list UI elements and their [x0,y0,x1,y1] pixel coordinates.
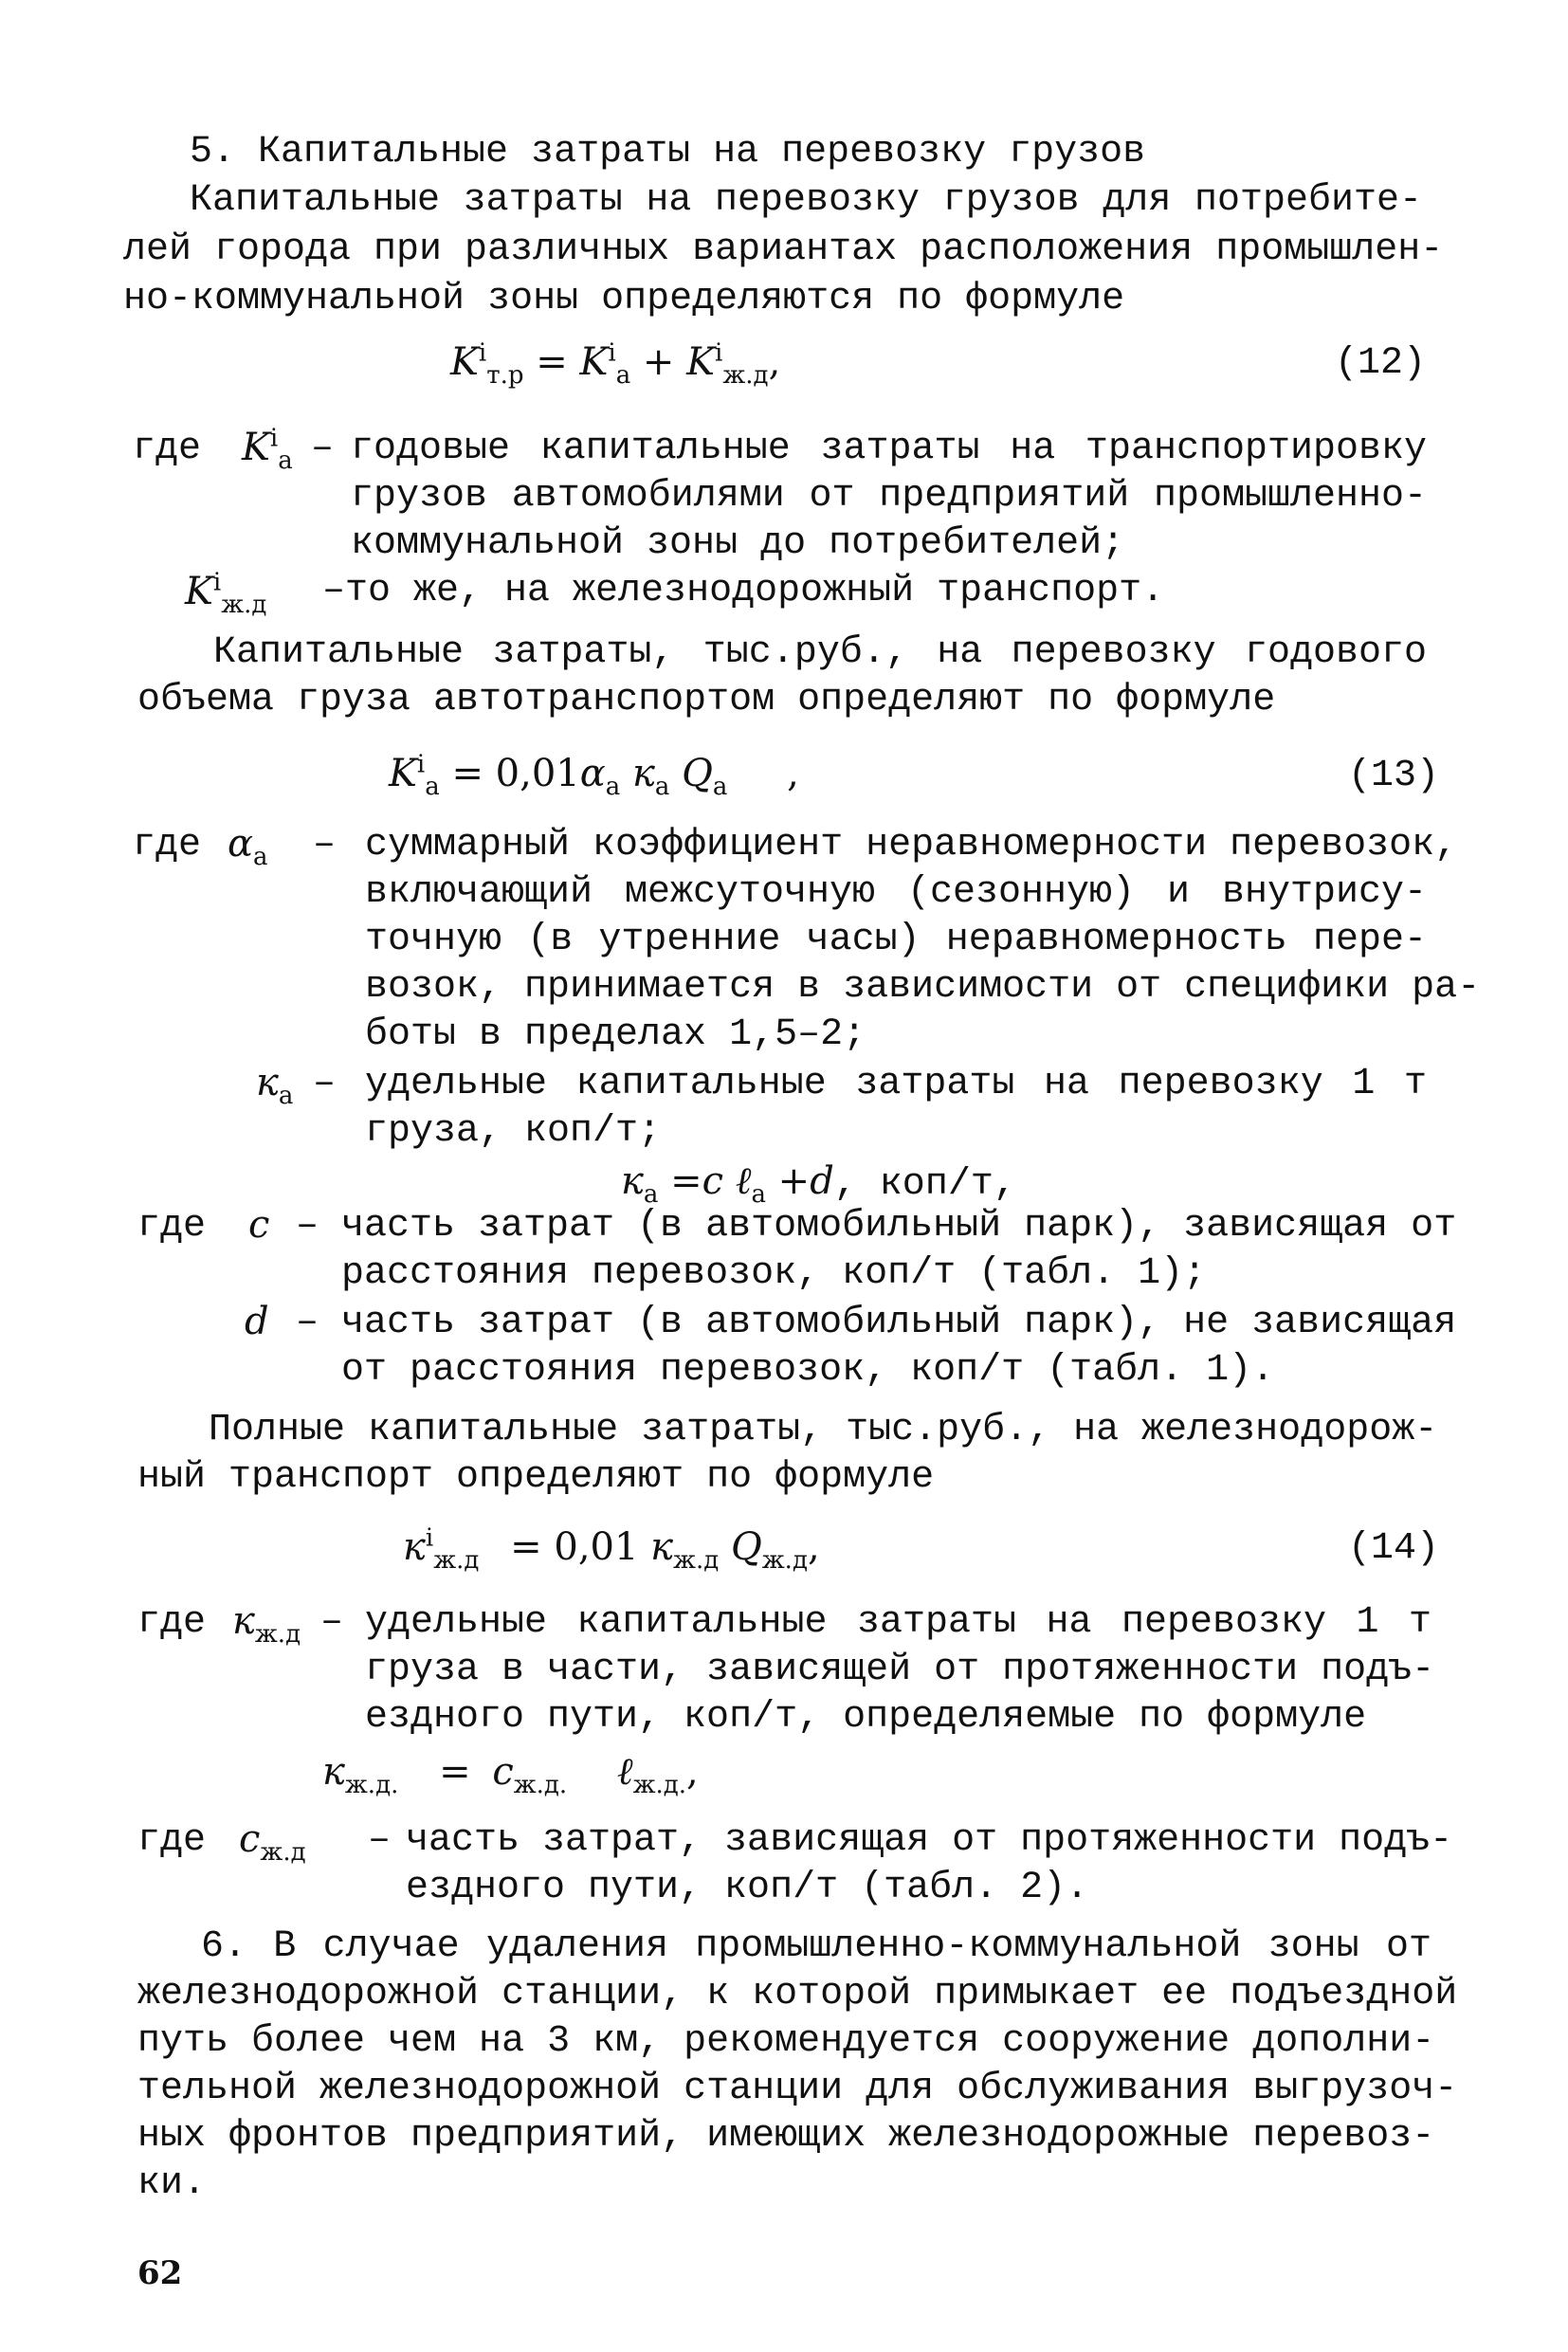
symbol-Ka: $K^i_а$ [242,424,293,475]
definition-line: груза в части, зависящей от протяженности подъ- [365,1649,1435,1691]
definition-line: годовые капитальные затраты на транспортировку [351,428,1427,470]
where-label: где [137,1601,207,1644]
definition-dash: – [311,428,335,470]
definition-line: удельные капитальные затраты на перевозку 1 т [365,1063,1427,1105]
paragraph-line: ки. [137,2162,207,2205]
paragraph-line: ных фронтов предприятий, имеющих железнодорожные перевоз- [137,2115,1435,2158]
paragraph-line: Капитальные затраты, тыс.руб., на перевозку годового [213,631,1427,674]
equation-number: (14) [1348,1527,1440,1570]
definition-line: расстояния перевозок, коп/т (табл. 1); [341,1252,1207,1295]
definition-dash: – [296,1302,319,1344]
paragraph-line: ный транспорт определяют по формуле [137,1456,935,1499]
paragraph-line: лей города при различных вариантах расположения промышлен- [123,228,1444,271]
where-label: где [133,428,202,470]
paragraph-line: железнодорожной станции, к которой примыкает ее подъездной [137,1973,1458,2015]
symbol-d: d [245,1300,269,1343]
definition-line: возок, принимается в зависимости от специфики ра- [365,966,1481,1009]
formula-14: $к^i_{ж.д} = 0,01$ $к_{ж.д}$ $Q_{ж.д}$, [403,1523,820,1575]
definition-line: часть затрат (в автомобильный парк), зависящая от [341,1205,1457,1248]
definition-dash: – [313,824,337,866]
definition-line: груза, коп/т; [365,1110,662,1153]
definition-line: точную (в утренние часы) неравномерность пере- [365,919,1427,961]
definition-dash: – [296,1205,319,1248]
definition-dash: – [313,1063,337,1105]
formula-13: $K^i_а = 0,01\alpha_а$ $к_а$ $Q_а$ , [389,750,799,801]
definition-line: часть затрат (в автомобильный парк), не зависящая [341,1302,1457,1344]
formula-kzd: $к_{ж.д.} = с_{ж.д.}$ ℓ$_{ж.д.}$, [322,1750,699,1799]
definition-line: ездного пути, коп/т (табл. 2). [406,1867,1089,1909]
definition-line: –то же, на железнодорожный транспорт. [322,570,1165,612]
symbol-Kzd: $K^i_{ж.д}$ [185,568,267,619]
paragraph-line: 6. В случае удаления промышленно-коммунальной зоны от [201,1925,1431,1968]
paragraph-line: тельной железнодорожной станции для обслуживания выгрузоч- [137,2068,1458,2110]
paragraph-line: объема груза автотранспортом определяют по формуле [137,679,1276,721]
definition-line: от расстояния перевозок, коп/т (табл. 1). [341,1349,1275,1392]
definition-dash: – [368,1819,392,1862]
page-number: 62 [137,2254,183,2292]
definition-line: грузов автомобилями от предприятий промышленно- [351,475,1427,518]
symbol-kzd: $к_{ж.д}$ [232,1599,301,1649]
where-label: где [137,1819,207,1862]
symbol-alpha: $\alpha_а$ [228,822,268,871]
symbol-czd: $с_{ж.д}$ [239,1817,306,1867]
formula-ka: $к_а =с$ ℓ$_а$ +d, коп/т, [621,1159,1016,1209]
paragraph-line: Капитальные затраты на перевозку грузов для потребите- [190,179,1422,222]
where-label: где [137,1205,207,1248]
definition-line: часть затрат, зависящая от протяженности подъ- [406,1819,1453,1862]
definition-line: ездного пути, коп/т, определяемые по формуле [365,1696,1367,1739]
definition-line: коммунальной зоны до потребителей; [351,522,1125,565]
definition-line: боты в пределах 1,5–2; [365,1013,866,1056]
paragraph-line: но-коммунальной зоны определяются по формуле [123,278,1125,320]
symbol-c: с [248,1203,270,1247]
section-heading: 5. Капитальные затраты на перевозку грузов [190,131,1146,173]
formula-12: $K^i_{т.р} = K^i_а + K^i_{ж.д}$, [450,338,781,390]
definition-dash: – [320,1601,344,1644]
paragraph-line: Полные капитальные затраты, тыс.руб., на железнодорож- [209,1409,1438,1451]
equation-number: (12) [1335,342,1427,385]
definition-line: суммарный коэффициент неравномерности перевозок, [365,824,1458,866]
equation-number: (13) [1348,755,1440,797]
symbol-ka: $к_а$ [256,1061,294,1110]
where-label: где [133,824,202,866]
paragraph-line: путь более чем на 3 км, рекомендуется сооружение дополни- [137,2020,1435,2063]
definition-line: включающий межсуточную (сезонную) и внутрису- [365,871,1427,914]
definition-line: удельные капитальные затраты на перевозку 1 т [365,1601,1431,1644]
